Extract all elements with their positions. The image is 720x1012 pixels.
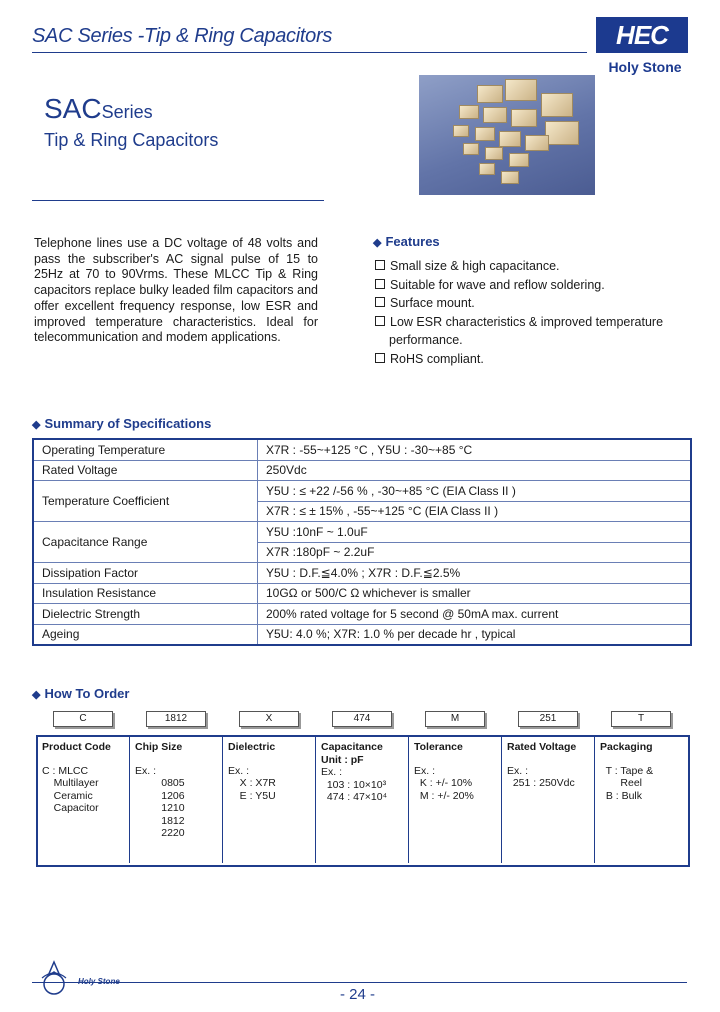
specs-title: Summary of Specifications [44, 416, 212, 431]
order-col-chip-size: Chip Size Ex. : 0805 1206 1210 1812 2220 [135, 741, 185, 839]
order-code-tolerance: M [425, 711, 485, 727]
specs-table [32, 438, 692, 646]
diamond-icon: ◆ [373, 237, 382, 249]
order-heading [32, 686, 129, 701]
table-row: Operating Temperature X7R : -55~+125 °C , Y5U : -30~+85 °C [33, 439, 691, 460]
order-code-packaging: T [611, 711, 671, 727]
specs-heading [32, 416, 211, 431]
series-code: SAC [44, 93, 102, 124]
logo-mark: HEC [596, 17, 688, 53]
table-row: Ageing Y5U: 4.0 %; X7R: 1.0 % per decade hr , typical [33, 624, 691, 645]
features-list [375, 257, 663, 368]
order-code-capacitance: 474 [332, 711, 392, 727]
page-header-title: SAC Series -Tip & Ring Capacitors [32, 25, 333, 47]
product-photo [419, 75, 595, 195]
table-row: Capacitance Range Y5U :10nF ~ 1.0uF [33, 522, 691, 543]
header-rule [32, 52, 587, 53]
series-subtitle: Tip & Ring Capacitors [44, 130, 219, 150]
list-item: RoHS compliant. [375, 350, 663, 369]
logo-name: Holy Stone [608, 59, 682, 75]
holy-stone-emblem-icon [34, 958, 74, 998]
footer-rule [32, 982, 687, 983]
order-col-rated-voltage: Rated Voltage Ex. : 251 : 250Vdc [507, 741, 577, 789]
table-row: Dielectric Strength 200% rated voltage for 5 second @ 50mA max. current [33, 604, 691, 625]
features-heading [373, 234, 440, 249]
diamond-icon: ◆ [32, 689, 41, 701]
checkbox-icon [375, 279, 385, 289]
series-word: Series [101, 102, 153, 122]
footer-brand: Holy Stone [78, 977, 120, 986]
order-col-packaging: Packaging T : Tape & Reel B : Bulk [600, 741, 654, 802]
order-col-tolerance: Tolerance Ex. : K : +/- 10% M : +/- 20% [414, 741, 474, 802]
order-code-dielectric: X [239, 711, 299, 727]
order-code-voltage: 251 [518, 711, 578, 727]
checkbox-icon [375, 297, 385, 307]
table-row: Rated Voltage 250Vdc [33, 460, 691, 481]
order-col-product-code: Product Code C : MLCC Multilayer Ceramic Capacitor [42, 741, 111, 814]
series-heading [44, 93, 153, 125]
features-title: Features [385, 234, 440, 249]
list-item: Low ESR characteristics & improved temperature [375, 313, 663, 332]
intro-paragraph: Telephone lines use a DC voltage of 48 volts and pass the subscriber's AC signal pulse of 15 to 25Hz at 70 to 90Vrms. These MLCC Tip & Ring capacitors replace bulky leaded film capacitors and offer excellent frequency response, low ESR and improved temperature characteristics. Ideal for telecommunication and modem applications. [34, 236, 318, 345]
order-col-dielectric: Dielectric Ex. : X : X7R E : Y5U [228, 741, 276, 802]
diamond-icon: ◆ [32, 419, 41, 431]
table-row: X7R :180pF ~ 2.2uF [33, 542, 691, 563]
order-title: How To Order [44, 686, 130, 701]
list-item-continuation: performance. [389, 333, 463, 347]
table-row: Dissipation Factor Y5U : D.F.≦4.0% ; X7R : D.F.≦2.5% [33, 563, 691, 584]
list-item: Suitable for wave and reflow soldering. [375, 276, 663, 295]
table-row: X7R : ≤ ± 15% , -55~+125 °C (EIA Class II ) [33, 501, 691, 522]
table-row: Insulation Resistance 10GΩ or 500/C Ω whichever is smaller [33, 583, 691, 604]
list-item: Small size & high capacitance. [375, 257, 663, 276]
table-row: Temperature Coefficient Y5U : ≤ +22 /-56 % , -30~+85 °C (EIA Class II ) [33, 481, 691, 502]
order-col-capacitance: Capacitance Unit : pF Ex. : 103 : 10×10³ 474 : 47×10⁴ [321, 741, 388, 803]
checkbox-icon [375, 353, 385, 363]
order-code-size: 1812 [146, 711, 206, 727]
order-code-product: C [53, 711, 113, 727]
brand-logo [596, 17, 694, 79]
checkbox-icon [375, 260, 385, 270]
page-number: - 24 - [340, 986, 376, 1003]
checkbox-icon [375, 316, 385, 326]
title-rule [32, 200, 324, 201]
list-item: Surface mount. [375, 294, 663, 313]
